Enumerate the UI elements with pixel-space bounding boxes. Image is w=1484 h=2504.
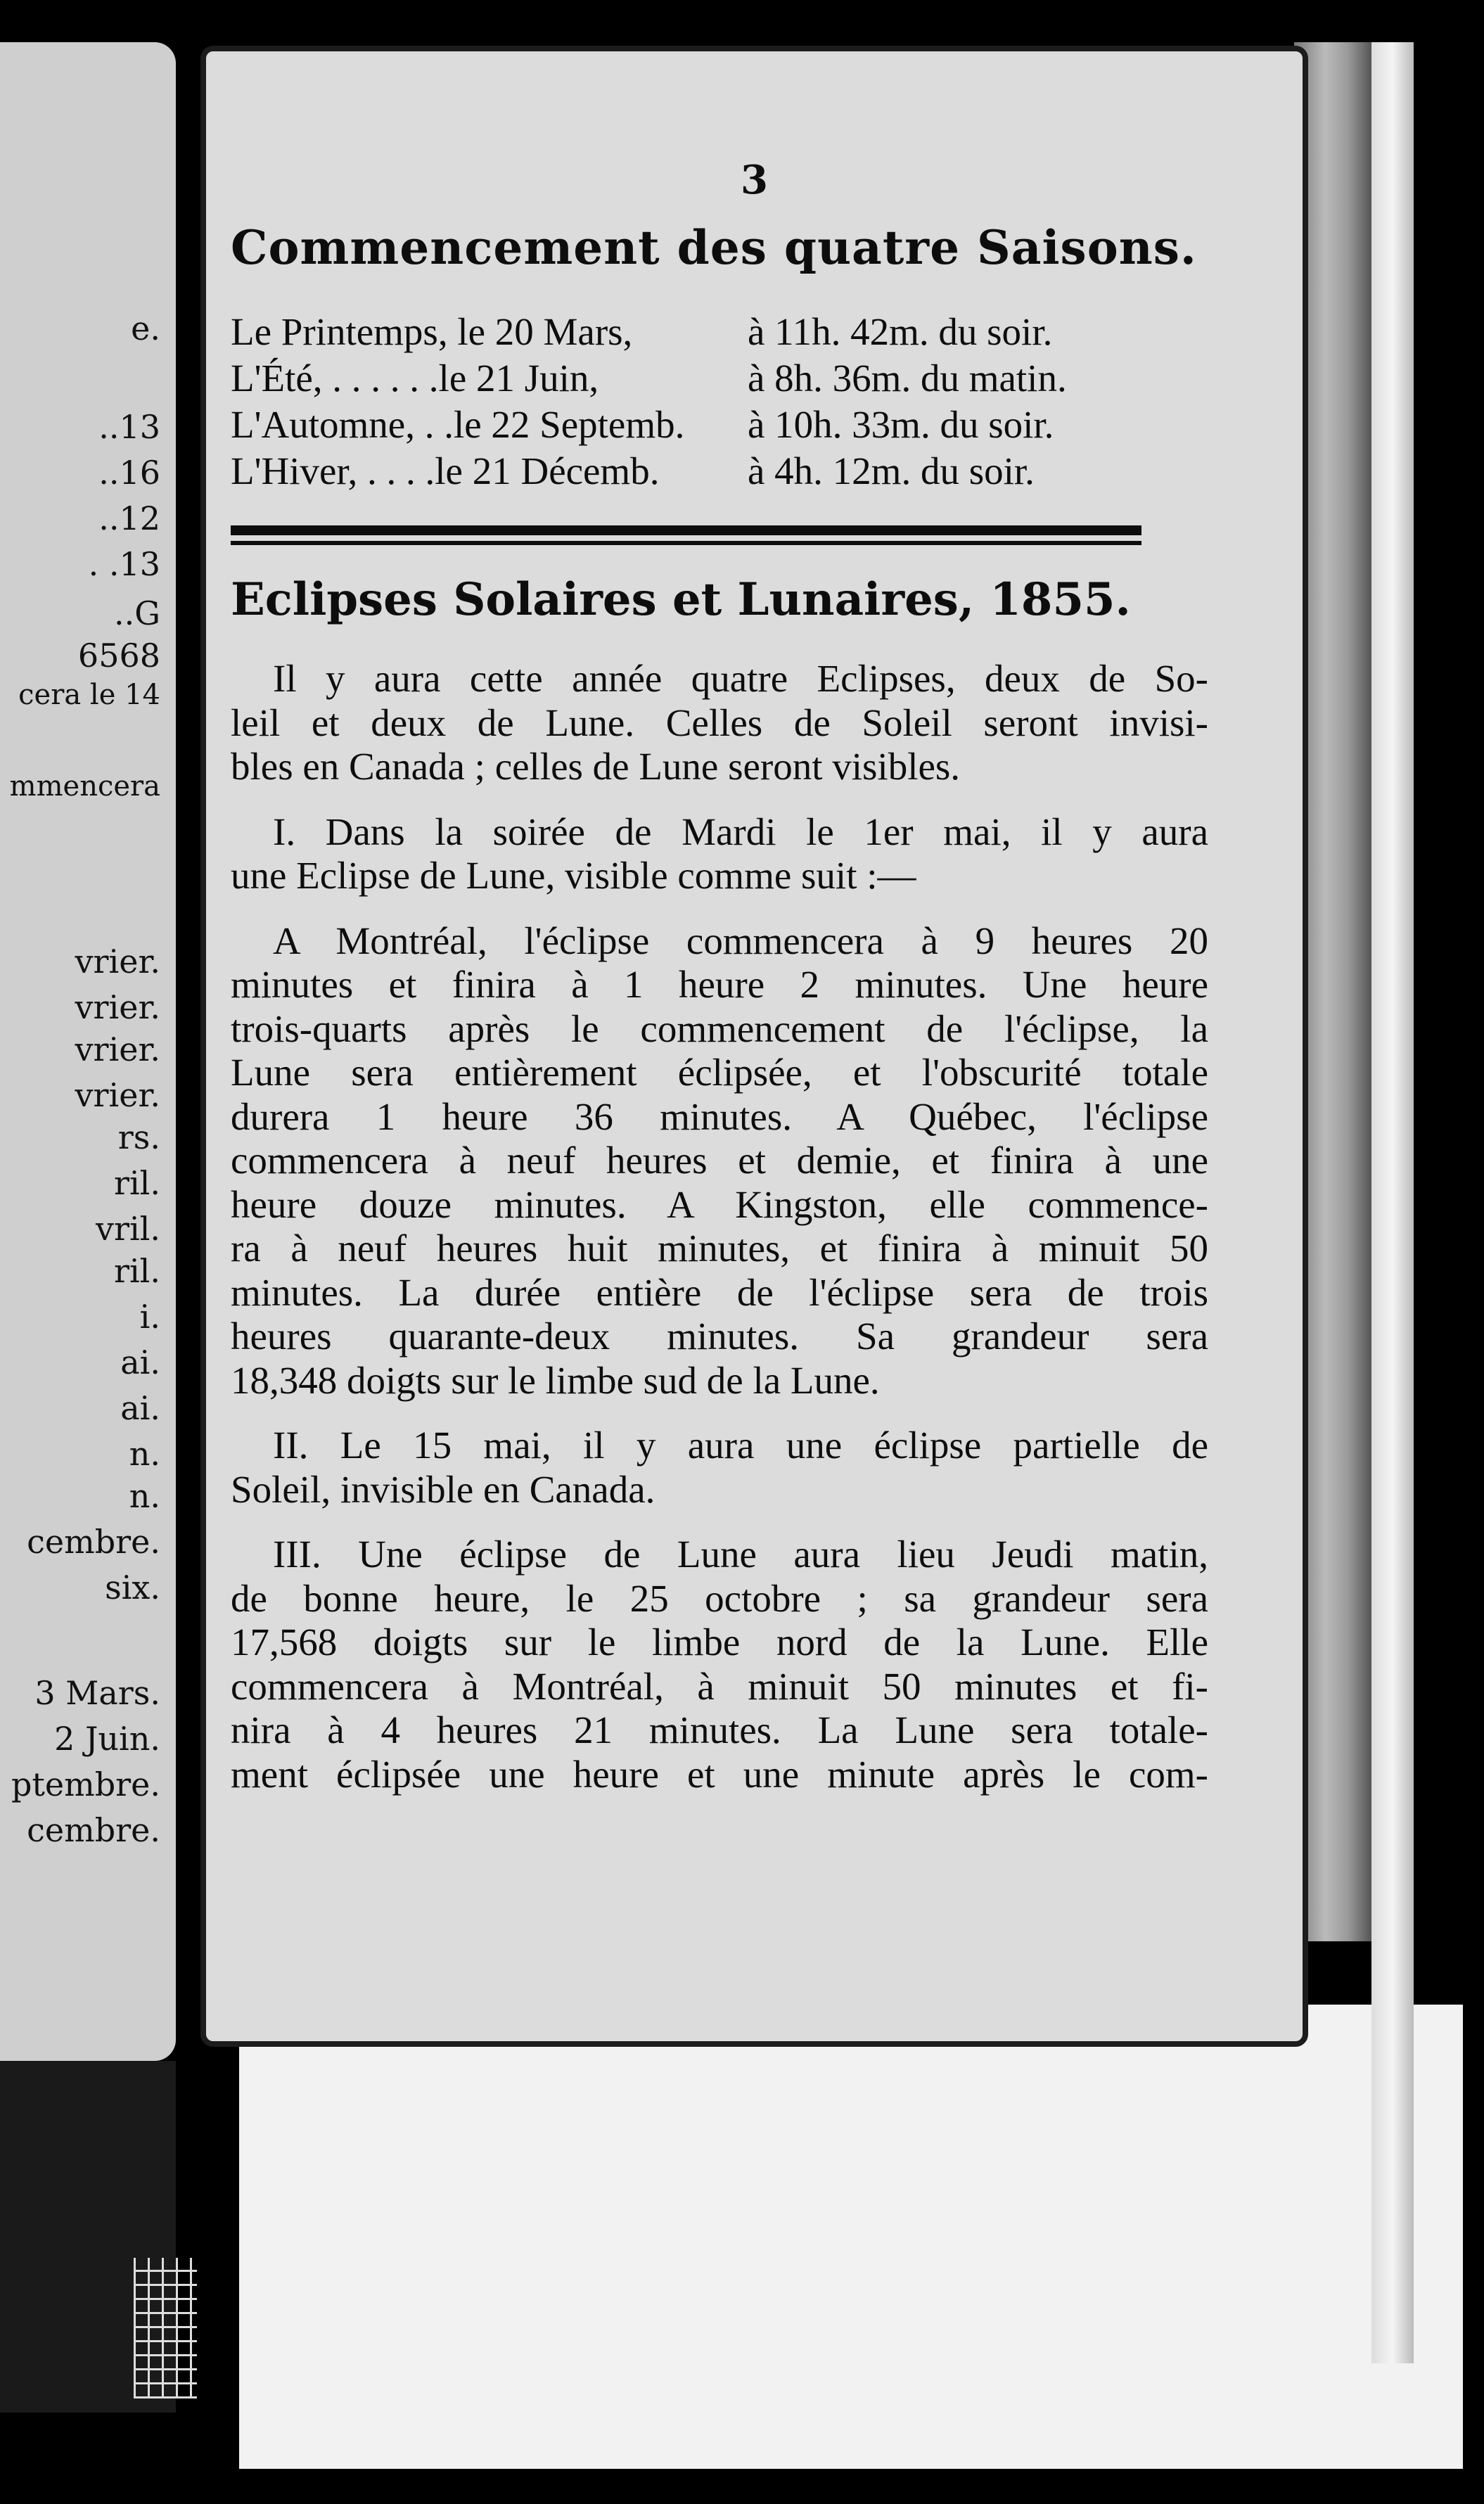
season-time: à 11h. 42m. du soir.: [748, 310, 1053, 353]
left-page-text-fragment: vrier.: [75, 1030, 160, 1068]
season-name: L'Été, . . . . . .le 21 Juin,: [231, 357, 599, 400]
season-name: Le Printemps, le 20 Mars,: [231, 310, 633, 353]
text-line: nira à 4 heures 21 minutes. La Lune sera totale-: [231, 1708, 1208, 1751]
season-row: [231, 355, 1208, 402]
text-line: III. Une éclipse de Lune aura lieu Jeudi matin,: [273, 1533, 1208, 1576]
text-line: minutes. La durée entière de l'éclipse sera de trois: [231, 1270, 1208, 1314]
text-line: de bonne heure, le 25 octobre ; sa grandeur sera: [231, 1576, 1208, 1620]
left-page-text-fragment: ril.: [113, 1252, 160, 1290]
text-line: A Montréal, l'éclipse commencera à 9 heures 20: [273, 919, 1208, 962]
text-line: Soleil, invisible en Canada.: [231, 1467, 655, 1511]
left-page-text-fragment: ai.: [120, 1389, 160, 1427]
left-page-text-fragment: ..12: [98, 499, 160, 537]
text-line: commencera à neuf heures et demie, et finira à une: [231, 1139, 1208, 1182]
left-page-text-fragment: cembre.: [27, 1523, 160, 1561]
left-page-text-fragment: ..13: [98, 408, 160, 446]
left-page-fragment: [0, 42, 176, 2061]
text-line: II. Le 15 mai, il y aura une éclipse partielle de: [273, 1424, 1208, 1467]
text-line: 17,568 doigts sur le limbe nord de la Lune. Elle: [231, 1621, 1208, 1663]
left-page-text-fragment: 3 Mars.: [34, 1674, 160, 1712]
left-page-text-fragment: rs.: [117, 1118, 160, 1156]
text-line: heure douze minutes. A Kingston, elle commence-: [231, 1182, 1208, 1226]
seasons-list: [231, 309, 1208, 494]
left-page-text-fragment: vrier.: [75, 988, 160, 1026]
left-page-text-fragment: n.: [129, 1477, 160, 1515]
left-page-text-fragment: vrier.: [75, 943, 160, 980]
left-page-text-fragment: e.: [131, 309, 160, 347]
season-row: [231, 402, 1208, 448]
text-line: ra à neuf heures huit minutes, et finira à minuit 50: [231, 1227, 1208, 1270]
text-line: durera 1 heure 36 minutes. A Québec, l'éclipse: [231, 1094, 1208, 1138]
page-number: 3: [741, 157, 768, 203]
season-row: [231, 309, 1208, 355]
text-line: ment éclipsée une heure et une minute après le com-: [231, 1752, 1208, 1796]
season-time: à 8h. 36m. du matin.: [748, 357, 1067, 400]
text-line: Il y aura cette année quatre Eclipses, deux de So-: [273, 657, 1208, 700]
left-page-text-fragment: n.: [129, 1435, 160, 1473]
text-line: leil et deux de Lune. Celles de Soleil seront invisi-: [231, 701, 1208, 744]
left-page-text-fragment: ..16: [98, 454, 160, 492]
book-edge-outer: [1371, 42, 1414, 2363]
grid-pattern: [134, 2258, 197, 2398]
next-page-edge: [239, 2005, 1463, 2469]
eclipses-body: [231, 657, 1208, 1796]
season-time: à 10h. 33m. du soir.: [748, 403, 1054, 446]
paragraph: [231, 1533, 1208, 1796]
left-page-text-fragment: ptembre.: [11, 1765, 160, 1803]
season-name: L'Hiver, . . . .le 21 Décemb.: [231, 449, 660, 492]
season-name: L'Automne, . .le 22 Septemb.: [231, 403, 685, 446]
left-page-text-fragment: 2 Juin.: [54, 1720, 160, 1758]
left-page-text-fragment: mmencera: [9, 770, 160, 803]
text-line: commencera à Montréal, à minuit 50 minutes et fi-: [231, 1664, 1208, 1708]
text-line: une Eclipse de Lune, visible comme suit :—: [231, 854, 916, 897]
left-page-text-fragment: cembre.: [27, 1811, 160, 1849]
paragraph: [231, 1424, 1208, 1512]
left-page-text-fragment: vril.: [95, 1210, 160, 1248]
almanac-page: [200, 46, 1308, 2047]
left-page-text-fragment: vrier.: [75, 1076, 160, 1114]
season-time: à 4h. 12m. du soir.: [748, 449, 1035, 492]
eclipses-heading: Eclipses Solaires et Lunaires, 1855.: [231, 573, 1131, 626]
left-page-text-fragment: ai.: [120, 1343, 160, 1381]
paragraph: [231, 657, 1208, 789]
text-line: heures quarante-deux minutes. Sa grandeur sera: [231, 1315, 1208, 1358]
text-line: 18,348 doigts sur le limbe sud de la Lune.: [231, 1358, 880, 1402]
text-line: Lune sera entièrement éclipsée, et l'obscurité totale: [231, 1051, 1208, 1094]
double-rule-divider: [231, 525, 1141, 545]
text-line: bles en Canada ; celles de Lune seront visibles.: [231, 745, 961, 788]
paragraph: [231, 919, 1208, 1403]
left-page-text-fragment: six.: [105, 1569, 160, 1606]
left-page-text-fragment: cera le 14: [18, 679, 160, 711]
left-page-text-fragment: ..G: [114, 594, 160, 632]
text-line: I. Dans la soirée de Mardi le 1er mai, il y aura: [273, 810, 1208, 853]
left-page-text-fragment: . .13: [88, 545, 160, 583]
paragraph: [231, 810, 1208, 898]
text-line: trois-quarts après le commencement de l'éclipse, la: [231, 1007, 1208, 1050]
page-content: [231, 220, 1208, 1818]
left-page-text-fragment: 6568: [77, 637, 160, 675]
season-row: [231, 448, 1208, 494]
left-page-text-fragment: i.: [139, 1298, 160, 1336]
left-page-text-fragment: ril.: [113, 1164, 160, 1202]
text-line: minutes et finira à 1 heure 2 minutes. Une heure: [231, 963, 1208, 1006]
seasons-heading: Commencement des quatre Saisons.: [231, 220, 1197, 275]
